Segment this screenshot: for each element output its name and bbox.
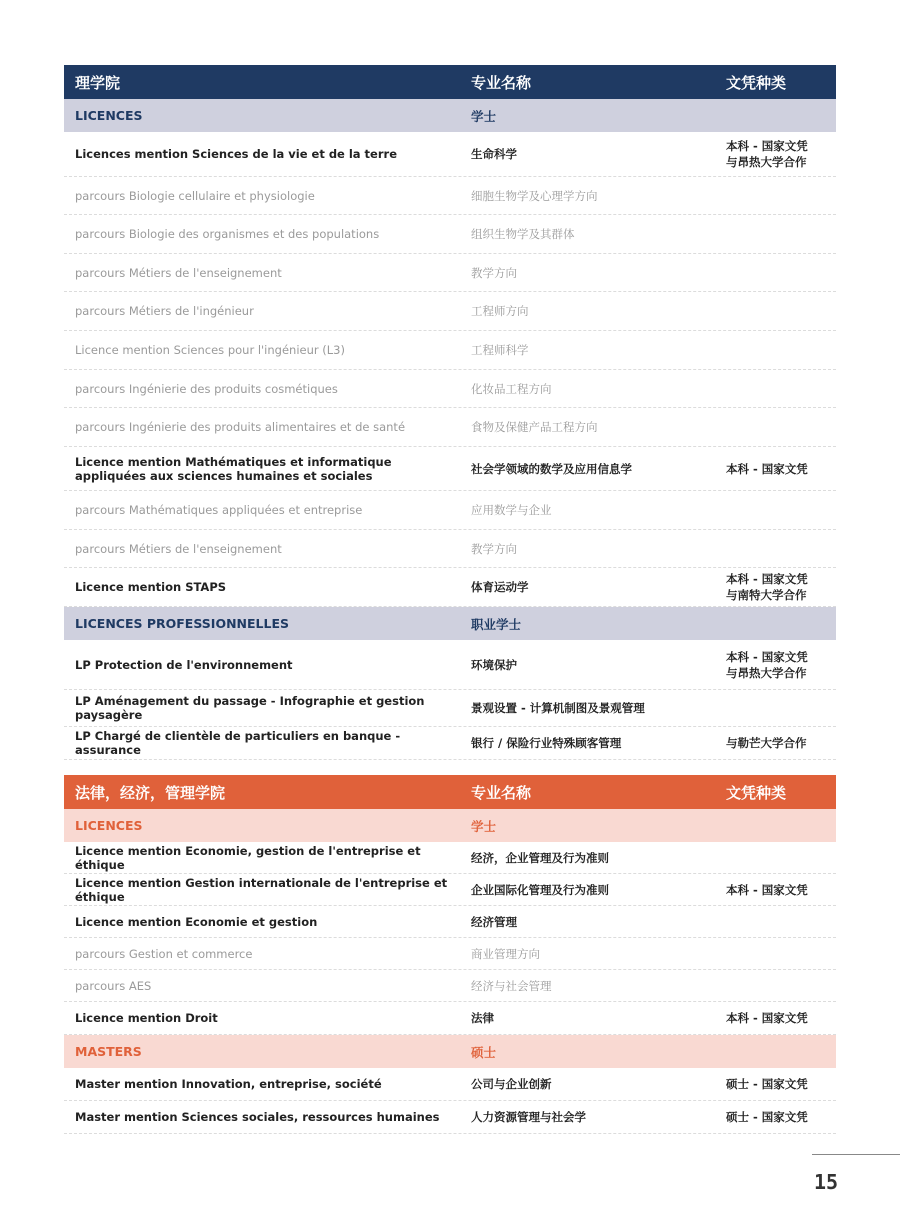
table-row — [64, 370, 836, 408]
subheader-french: LICENCES — [75, 818, 143, 833]
subheader-french: MASTERS — [75, 1044, 142, 1059]
program-french: LP Chargé de clientèle de particuliers en banque - assurance — [75, 729, 401, 757]
table-row — [64, 408, 836, 447]
program-chinese: 细胞生物学及心理学方向 — [471, 188, 598, 203]
program-chinese: 环境保护 — [471, 657, 517, 672]
program-chinese: 社会学领域的数学及应用信息学 — [471, 461, 632, 476]
section-subheader — [64, 809, 836, 842]
section-subheader — [64, 99, 836, 132]
header-program-name: 专业名称 — [471, 73, 532, 92]
law-economics-table — [64, 775, 836, 1134]
program-chinese: 公司与企业创新 — [471, 1077, 552, 1091]
program-french: LP Aménagement du passage - Infographie et gestion paysagère — [75, 694, 425, 722]
program-french: Licence mention Economie, gestion de l'entreprise et éthique — [75, 843, 421, 872]
program-chinese: 食物及保健产品工程方向 — [471, 420, 598, 434]
table-header — [64, 775, 836, 809]
header-program-name: 专业名称 — [471, 783, 532, 802]
table-row — [64, 842, 836, 874]
diploma-line-2: 与南特大学合作 — [726, 588, 807, 602]
section-subheader — [64, 1035, 836, 1068]
header-faculty: 理学院 — [75, 73, 121, 92]
program-french: Licence mention Gestion internationale de l'entreprise et éthique — [75, 875, 448, 904]
program-french: parcours Biologie des organismes et des populations — [75, 227, 380, 241]
program-french: Master mention Sciences sociales, ressources humaines — [75, 1110, 440, 1124]
program-french: Licence mention Mathématiques et informatique appliquées aux sciences humaines et sociales — [75, 454, 392, 483]
header-faculty: 法律，经济，管理学院 — [75, 783, 226, 802]
table-row — [64, 568, 836, 607]
diploma-type — [718, 571, 836, 603]
table-row — [64, 530, 836, 568]
subheader-chinese: 职业学士 — [471, 616, 522, 632]
program-chinese: 组织生物学及其群体 — [471, 227, 575, 241]
subheader-chinese: 硕士 — [471, 1044, 497, 1060]
program-french: Master mention Innovation, entreprise, société — [75, 1077, 382, 1091]
program-french: parcours Métiers de l'enseignement — [75, 541, 282, 556]
program-chinese: 教学方向 — [471, 541, 517, 556]
program-french: parcours Métiers de l'enseignement — [75, 265, 282, 280]
program-french: parcours Gestion et commerce — [75, 946, 253, 961]
program-french: parcours Mathématiques appliquées et entreprise — [75, 503, 363, 517]
program-french: parcours Ingénierie des produits cosmétiques — [75, 381, 338, 396]
diploma-type — [718, 735, 836, 751]
program-chinese: 企业国际化管理及行为准则 — [471, 882, 609, 897]
diploma-line-1: 硕士 - 国家文凭 — [726, 1110, 808, 1124]
table-row — [64, 906, 836, 938]
diploma-type — [718, 461, 836, 477]
program-french: LP Protection de l'environnement — [75, 657, 293, 672]
subheader-french: LICENCES PROFESSIONNELLES — [75, 616, 290, 631]
diploma-type — [718, 649, 836, 681]
program-chinese: 商业管理方向 — [471, 946, 540, 961]
diploma-type — [718, 138, 836, 170]
table-row — [64, 690, 836, 727]
diploma-type — [718, 1076, 836, 1092]
program-chinese: 应用数学与企业 — [471, 503, 552, 517]
program-french: Licence mention Economie et gestion — [75, 914, 318, 929]
section-subheader — [64, 607, 836, 640]
program-chinese: 化妆品工程方向 — [471, 381, 552, 396]
program-chinese: 银行 / 保险行业特殊顾客管理 — [471, 736, 622, 750]
table-row — [64, 491, 836, 530]
diploma-line-1: 本科 - 国家文凭 — [726, 882, 808, 897]
table-row — [64, 215, 836, 254]
program-chinese: 法律 — [471, 1011, 494, 1025]
table-row — [64, 132, 836, 177]
diploma-line-1: 与勒芒大学合作 — [726, 736, 807, 750]
diploma-type — [718, 1109, 836, 1125]
diploma-line-1: 本科 - 国家文凭 — [726, 572, 808, 586]
program-french: Licence mention Droit — [75, 1011, 218, 1025]
program-french: parcours Biologie cellulaire et physiologie — [75, 188, 315, 203]
program-chinese: 工程师科学 — [471, 343, 529, 357]
table-row — [64, 292, 836, 331]
table-row — [64, 727, 836, 760]
program-french: parcours Ingénierie des produits alimentaires et de santé — [75, 420, 406, 434]
program-chinese: 景观设置 - 计算机制图及景观管理 — [471, 701, 645, 715]
diploma-type — [718, 1010, 836, 1026]
diploma-line-1: 本科 - 国家文凭 — [726, 461, 808, 476]
table-row — [64, 874, 836, 906]
diploma-line-1: 本科 - 国家文凭 — [726, 1011, 808, 1025]
program-chinese: 经济与社会管理 — [471, 978, 552, 993]
diploma-line-1: 本科 - 国家文凭 — [726, 139, 808, 153]
program-chinese: 体育运动学 — [471, 580, 529, 594]
table-row — [64, 254, 836, 292]
table-row — [64, 331, 836, 370]
header-diploma-type: 文凭种类 — [726, 73, 787, 92]
program-chinese: 经济管理 — [471, 914, 517, 929]
diploma-line-2: 与昂热大学合作 — [726, 665, 807, 680]
table-row — [64, 938, 836, 970]
program-chinese: 人力资源管理与社会学 — [471, 1110, 586, 1124]
table-row — [64, 1101, 836, 1134]
table-header — [64, 65, 836, 99]
program-french: Licence mention STAPS — [75, 580, 227, 594]
program-french: Licence mention Sciences pour l'ingénieur (L3) — [75, 343, 345, 357]
diploma-line-1: 硕士 - 国家文凭 — [726, 1077, 808, 1091]
table-row — [64, 447, 836, 491]
table-row — [64, 177, 836, 215]
program-chinese: 经济，企业管理及行为准则 — [471, 850, 609, 865]
science-table — [64, 65, 836, 760]
program-chinese: 工程师方向 — [471, 304, 529, 318]
page-number: 15 — [814, 1170, 839, 1194]
diploma-line-1: 本科 - 国家文凭 — [726, 649, 808, 664]
subheader-french: LICENCES — [75, 108, 143, 123]
diploma-line-2: 与昂热大学合作 — [726, 155, 807, 169]
diploma-type — [718, 882, 836, 898]
page-number-rule — [812, 1154, 900, 1155]
table-row — [64, 1002, 836, 1035]
program-chinese: 教学方向 — [471, 265, 517, 280]
table-row — [64, 1068, 836, 1101]
header-diploma-type: 文凭种类 — [726, 783, 787, 802]
program-chinese: 生命科学 — [471, 147, 517, 161]
table-row — [64, 640, 836, 690]
program-french: Licences mention Sciences de la vie et de la terre — [75, 147, 397, 161]
subheader-chinese: 学士 — [471, 108, 497, 124]
subheader-chinese: 学士 — [471, 818, 497, 834]
table-row — [64, 970, 836, 1002]
program-french: parcours Métiers de l'ingénieur — [75, 304, 254, 318]
program-french: parcours AES — [75, 978, 152, 993]
